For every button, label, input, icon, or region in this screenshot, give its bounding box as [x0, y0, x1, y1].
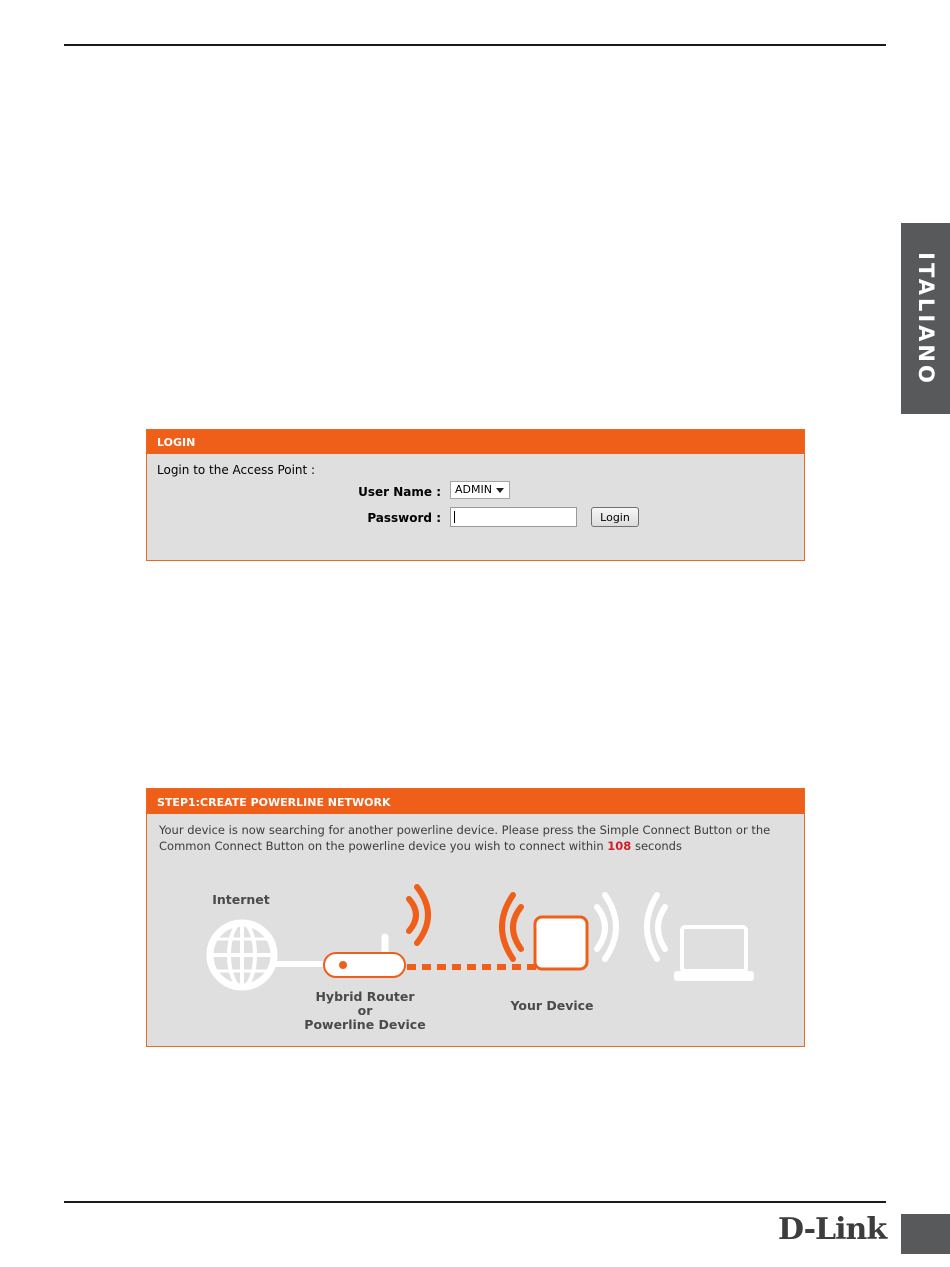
password-input[interactable]	[450, 507, 577, 527]
user-name-value: ADMIN	[455, 483, 492, 496]
text-caret	[454, 511, 455, 523]
internet-label: Internet	[212, 892, 270, 907]
wifi-waves-icon	[597, 895, 616, 959]
your-device-label: Your Device	[510, 998, 594, 1013]
wifi-waves-icon	[502, 895, 521, 959]
login-intro: Login to the Access Point :	[157, 463, 316, 477]
globe-icon	[210, 923, 274, 987]
router-label-line1: Hybrid Router	[315, 989, 415, 1004]
powerline-adapter-icon	[535, 917, 587, 969]
router-label-line2: or	[357, 1003, 373, 1018]
wifi-waves-icon	[647, 895, 665, 959]
login-panel	[146, 429, 805, 561]
step-text-after: seconds	[631, 839, 682, 853]
powerline-step-panel	[146, 788, 805, 1047]
user-name-select[interactable]	[450, 481, 510, 499]
laptop-icon	[674, 927, 754, 981]
language-tab	[901, 223, 950, 414]
login-button[interactable]: Login	[591, 507, 639, 527]
step-instructions	[159, 822, 799, 854]
page-number-box	[901, 1214, 950, 1254]
chevron-down-icon	[496, 488, 504, 493]
router-icon	[324, 937, 405, 977]
bottom-rule	[64, 1201, 886, 1203]
user-name-label: User Name :	[358, 485, 441, 499]
router-label	[299, 990, 431, 1032]
brand-logo: D-Link	[778, 1212, 887, 1247]
language-tab-label: ITALIANO	[913, 251, 938, 386]
step-header: STEP1:CREATE POWERLINE NETWORK	[147, 789, 804, 814]
password-label: Password :	[367, 511, 441, 525]
login-header: LOGIN	[147, 430, 804, 454]
step-text-before: Your device is now searching for another powerline device. Please press the Simple Connect Button or the Common Connect Button on the powerline device you wish to connect within	[159, 823, 771, 853]
countdown-seconds: 108	[607, 839, 632, 853]
top-rule	[64, 44, 886, 46]
wifi-waves-icon	[409, 887, 428, 943]
router-label-line3: Powerline Device	[304, 1017, 426, 1032]
